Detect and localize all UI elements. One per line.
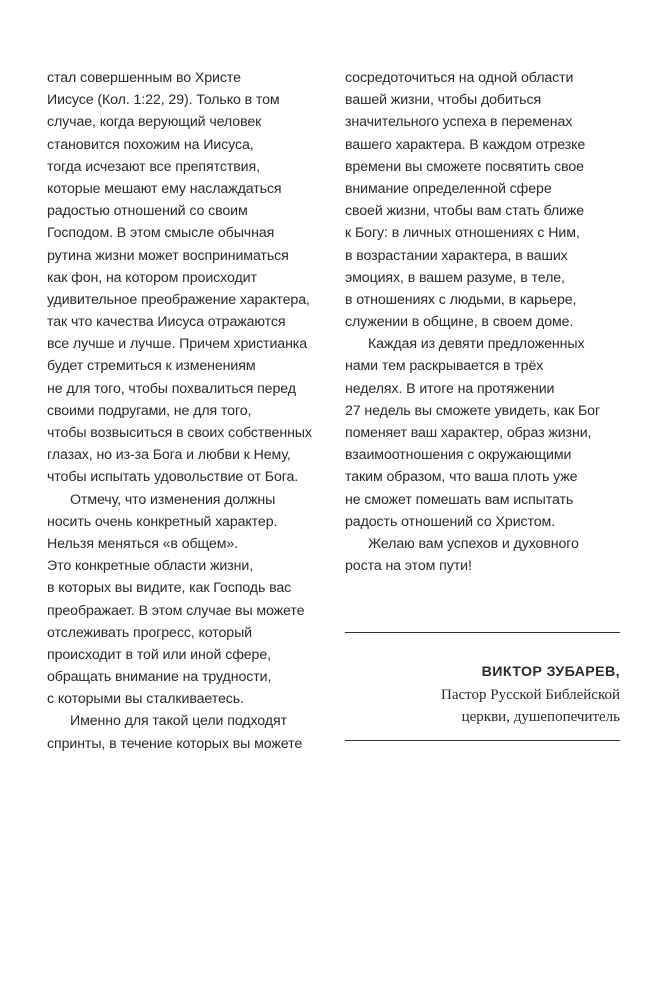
text-line: которые мешают ему наслаждаться [47,180,282,197]
text-line: тогда исчезают все препятствия, [47,158,260,175]
text-line: в возрастании характера, в ваших [345,247,568,264]
text-line: стал совершенным во Христе [47,70,241,86]
text-line: удивительное преображение характера, [47,291,310,308]
text-line: эмоциях, в вашем разуме, в теле, [345,269,565,286]
text-line: обращать внимание на трудности, [47,669,272,686]
text-line: Господом. В этом смысле обычная [47,225,275,242]
paragraph-start-line: Желаю вам успехов и духовного [368,535,579,552]
text-line: как фон, на котором происходит [47,269,257,286]
paragraph-start-line: Именно для такой цели подходят [70,713,287,730]
text-line: вашей жизни, чтобы добиться [345,92,542,109]
signature-top-rule [345,632,620,633]
signature-title-line: церкви, душепопечитель [461,709,620,725]
signature-title [345,684,620,728]
text-line: таким образом, что ваша плоть уже [345,469,578,486]
text-line: так что качества Иисуса отражаются [47,314,286,331]
text-line: не сможет помешать вам испытать [345,491,574,508]
text-line: нами тем раскрывается в трёх [345,358,544,375]
text-line: случае, когда верующий человек [47,114,262,131]
text-line: чтобы возвыситься в своих собственных [47,425,312,441]
text-line: отслеживать прогресс, который [47,624,252,641]
text-line: взаимоотношения с окружающими [345,447,572,464]
text-line: роста на этом пути! [345,558,472,575]
signature-name: ВИКТОР ЗУБАРЕВ, [481,664,620,680]
paragraph-start-line: Отмечу, что изменения должны [70,491,276,508]
text-line: будет стремиться к изменениям [47,358,256,375]
signature-title-line: Пастор Русской Библейской [441,687,620,703]
right-column [345,67,625,577]
text-line: поменяет ваш характер, образ жизни, [345,425,592,441]
text-line: все лучше и лучше. Причем христианка [47,336,308,353]
text-line: Нельзя меняться «в общем». [47,535,239,552]
text-line: неделях. В итоге на протяжении [345,380,555,397]
text-line: в которых вы видите, как Господь вас [47,580,292,597]
text-line: радость отношений со Христом. [345,513,556,530]
text-line: служении в общине, в своем доме. [345,314,574,331]
text-line: происходит в той или иной сфере, [47,646,271,663]
paragraph-start-line: Каждая из девяти предложенных [368,336,585,353]
text-line: сосредоточиться на одной области [345,70,574,86]
text-line: значительного успеха в переменах [345,114,573,131]
text-line: носить очень конкретный характер. [47,513,278,530]
text-line: глазах, но из-за Бога и любви к Нему, [47,447,291,464]
text-line: чтобы испытать удовольствие от Бога. [47,469,299,486]
text-line: преображает. В этом случае вы можете [47,602,305,619]
left-column [47,67,317,755]
text-line: рутина жизни может восприниматься [47,247,289,264]
text-line: в отношениях с людьми, в карьере, [345,291,577,308]
text-line: не для того, чтобы похвалиться перед [47,380,296,397]
text-line: внимание определенной сфере [345,180,552,197]
text-line: Иисусе (Кол. 1:22, 29). Только в том [47,92,280,109]
text-line: радостью отношений со своим [47,203,248,220]
text-line: спринты, в течение которых вы можете [47,735,303,752]
text-line: с которыми вы сталкиваетесь. [47,691,244,708]
text-line: 27 недель вы сможете увидеть, как Бог [345,402,601,419]
text-line: вашего характера. В каждом отрезке [345,136,586,153]
text-line: своей жизни, чтобы вам стать ближе [345,203,585,220]
text-line: к Богу: в личных отношениях с Ним, [345,225,580,242]
text-line: становится похожим на Иисуса, [47,136,254,153]
signature-bottom-rule [345,740,620,741]
text-line: своими подругами, не для того, [47,402,252,419]
text-line: Это конкретные области жизни, [47,558,254,575]
text-line: времени вы сможете посвятить свое [345,158,584,175]
